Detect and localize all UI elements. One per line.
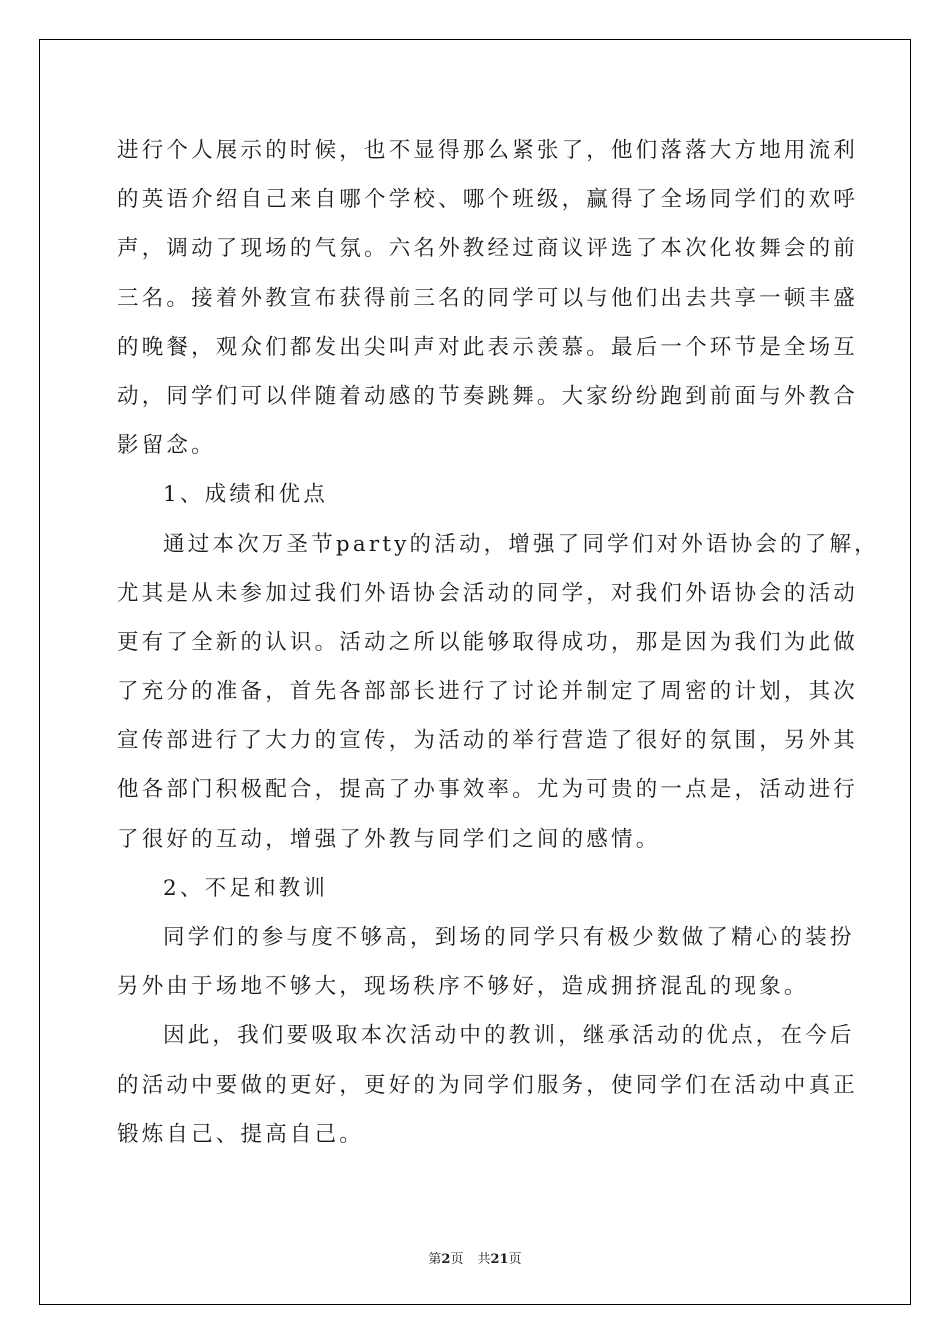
body-line-5: 的晚餐，观众们都发出尖叫声对此表示羡慕。最后一个环节是全场互 — [117, 334, 859, 360]
body-line-13: 宣传部进行了大力的宣传，为活动的举行营造了很好的氛围，另外其 — [117, 728, 859, 754]
body-line-2: 的英语介绍自己来自哪个学校、哪个班级，赢得了全场同学们的欢呼 — [117, 187, 859, 213]
body-line-6: 动，同学们可以伴随着动感的节奏跳舞。大家纷纷跑到前面与外教合 — [117, 383, 859, 409]
body-line-11: 更有了全新的认识。活动之所以能够取得成功，那是因为我们为此做 — [117, 629, 859, 655]
document-body — [117, 126, 879, 1159]
body-line-20: 的活动中要做的更好，更好的为同学们服务，使同学们在活动中真正 — [117, 1072, 859, 1098]
body-line-18: 另外由于场地不够大，现场秩序不够好，造成拥挤混乱的现象。 — [117, 974, 809, 1000]
body-line-17: 同学们的参与度不够高，到场的同学只有极少数做了精心的装扮 — [163, 925, 855, 950]
page-prefix: 第 — [428, 1252, 442, 1267]
total-suffix: 页 — [508, 1252, 522, 1267]
page-footer — [0, 1248, 950, 1267]
body-line-1: 进行个人展示的时候，也不显得那么紧张了，他们落落大方地用流利 — [117, 138, 859, 163]
body-line-7: 影留念。 — [117, 433, 216, 459]
total-pages: 21 — [490, 1252, 509, 1267]
total-prefix: 共 — [477, 1252, 491, 1267]
body-line-3: 声，调动了现场的气氛。六名外教经过商议评选了本次化妆舞会的前 — [117, 236, 859, 262]
body-line-12: 了充分的准备，首先各部部长进行了讨论并制定了周密的计划，其次 — [117, 679, 859, 705]
body-line-14: 他各部门积极配合，提高了办事效率。尤为可贵的一点是，活动进行 — [117, 777, 859, 803]
page-suffix: 页 — [450, 1252, 464, 1267]
body-line-10: 尤其是从未参加过我们外语协会活动的同学，对我们外语协会的活动 — [117, 580, 859, 606]
section-heading-achievements: 1、成绩和优点 — [163, 482, 329, 508]
body-line-19: 因此，我们要吸取本次活动中的教训，继承活动的优点，在今后 — [163, 1023, 855, 1049]
body-line-15: 了很好的互动，增强了外教与同学们之间的感情。 — [117, 826, 661, 852]
body-line-4: 三名。接着外教宣布获得前三名的同学可以与他们出去共享一顿丰盛 — [117, 285, 859, 311]
body-line-9: 通过本次万圣节party的活动，增强了同学们对外语协会的了解， — [163, 531, 879, 557]
section-heading-shortcomings: 2、不足和教训 — [163, 875, 329, 901]
body-line-21: 锻炼自己、提高自己。 — [117, 1121, 365, 1147]
page-number: 2 — [441, 1252, 451, 1267]
